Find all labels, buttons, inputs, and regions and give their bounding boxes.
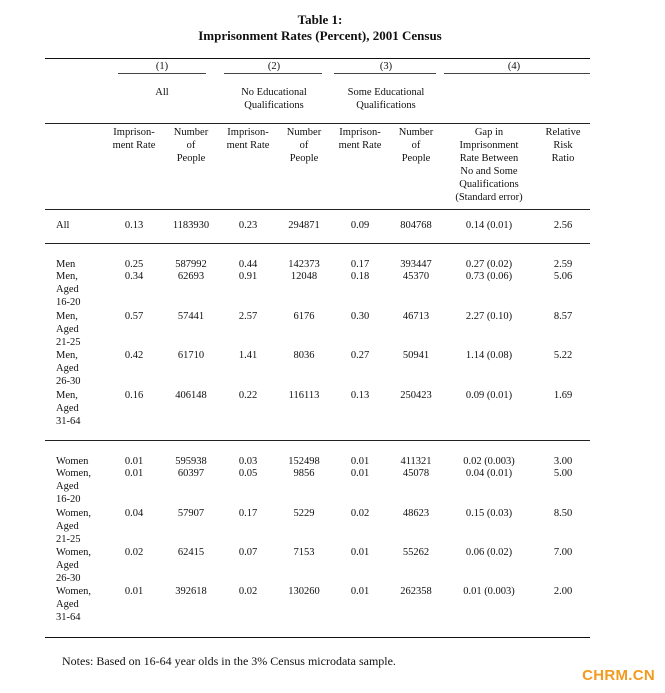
table-cell: 5.00 xyxy=(553,468,573,479)
table-cell: 0.01 xyxy=(350,586,370,597)
table-notes: Notes: Based on 16-64 year olds in the 3% Census microdata sample. xyxy=(62,654,396,668)
table-cell: 8036 xyxy=(293,350,315,361)
column-number: (4) xyxy=(507,61,521,72)
table-cell: 5229 xyxy=(293,508,315,519)
table-cell: 0.05 xyxy=(238,468,258,479)
table-cell: 0.01 xyxy=(124,456,144,467)
table-cell: 0.16 xyxy=(124,390,144,401)
table-cell: 0.03 xyxy=(238,456,258,467)
row-label: All xyxy=(56,220,70,231)
row-label: Women, Aged 21-25 xyxy=(56,508,92,545)
table-cell: 0.02 xyxy=(238,586,258,597)
column-subheader: Imprison- ment Rate xyxy=(338,127,382,151)
row-label: Men, Aged 16-20 xyxy=(56,271,81,308)
table-cell: 406148 xyxy=(175,390,207,401)
header-rule-1 xyxy=(45,123,590,124)
row-label: Men, Aged 26-30 xyxy=(56,350,81,387)
table-cell: 0.57 xyxy=(124,311,144,322)
table-cell: 0.04 (0.01) xyxy=(465,468,513,479)
table-cell: 9856 xyxy=(293,468,315,479)
column-number-underline xyxy=(444,73,590,74)
table-cell: 6176 xyxy=(293,311,315,322)
table-cell: 0.22 xyxy=(238,390,258,401)
table-cell: 0.01 xyxy=(350,456,370,467)
table-cell: 61710 xyxy=(177,350,205,361)
table-cell: 45078 xyxy=(402,468,430,479)
table-cell: 595938 xyxy=(175,456,207,467)
table-cell: 392618 xyxy=(175,586,207,597)
table-cell: 0.01 xyxy=(350,547,370,558)
table-cell: 7.00 xyxy=(553,547,573,558)
column-number-underline xyxy=(118,73,206,74)
table-cell: 804768 xyxy=(400,220,432,231)
table-subtitle: Imprisonment Rates (Percent), 2001 Census xyxy=(198,28,442,43)
table-cell: 0.27 (0.02) xyxy=(465,259,513,270)
row-label: Men, Aged 31-64 xyxy=(56,390,81,427)
table-cell: 0.18 xyxy=(350,271,370,282)
table-cell: 60397 xyxy=(177,468,205,479)
table-cell: 0.73 (0.06) xyxy=(465,271,513,282)
column-subheader: Imprison- ment Rate xyxy=(112,127,156,151)
table-cell: 12048 xyxy=(290,271,318,282)
table-cell: 5.22 xyxy=(553,350,573,361)
section-rule-men xyxy=(45,440,590,441)
table-cell: 0.27 xyxy=(350,350,370,361)
table-cell: 45370 xyxy=(402,271,430,282)
table-cell: 0.04 xyxy=(124,508,144,519)
table-cell: 5.06 xyxy=(553,271,573,282)
column-number: (1) xyxy=(155,61,169,72)
table-cell: 0.91 xyxy=(238,271,258,282)
table-cell: 0.42 xyxy=(124,350,144,361)
table-cell: 0.01 xyxy=(350,468,370,479)
column-subheader: Gap in Imprisonment Rate Between No and Some Qualifications (Standard error) xyxy=(455,127,523,203)
table-cell: 55262 xyxy=(402,547,430,558)
column-subheader: Number of People xyxy=(173,127,209,164)
column-subheader: Number of People xyxy=(398,127,434,164)
table-cell: 50941 xyxy=(402,350,430,361)
table-cell: 152498 xyxy=(288,456,320,467)
table-cell: 262358 xyxy=(400,586,432,597)
column-subheader: Relative Risk Ratio xyxy=(545,127,581,164)
group-header: No Educational Qualifications xyxy=(241,87,307,111)
table-cell: 116113 xyxy=(288,390,320,401)
bottom-rule xyxy=(45,637,590,638)
table-cell: 2.00 xyxy=(553,586,573,597)
table-cell: 46713 xyxy=(402,311,430,322)
table-cell: 393447 xyxy=(400,259,432,270)
top-rule xyxy=(45,58,590,59)
table-cell: 1.41 xyxy=(238,350,258,361)
section-rule-all xyxy=(45,243,590,244)
table-cell: 1.69 xyxy=(553,390,573,401)
table-cell: 0.09 xyxy=(350,220,370,231)
table-cell: 0.01 xyxy=(124,468,144,479)
table-cell: 0.17 xyxy=(350,259,370,270)
table-cell: 57441 xyxy=(177,311,205,322)
table-cell: 0.01 (0.003) xyxy=(463,586,515,597)
table-cell: 62693 xyxy=(177,271,205,282)
table-cell: 0.30 xyxy=(350,311,370,322)
column-number: (2) xyxy=(267,61,281,72)
table-cell: 130260 xyxy=(288,586,320,597)
table-cell: 0.02 (0.003) xyxy=(463,456,515,467)
watermark-logo: CHRM.CN xyxy=(582,667,655,684)
table-cell: 0.23 xyxy=(238,220,258,231)
table-cell: 1183930 xyxy=(172,220,210,231)
table-cell: 250423 xyxy=(400,390,432,401)
table-cell: 587992 xyxy=(175,259,207,270)
table-cell: 62415 xyxy=(177,547,205,558)
column-number: (3) xyxy=(379,61,393,72)
table-cell: 294871 xyxy=(288,220,320,231)
table-cell: 8.57 xyxy=(553,311,573,322)
table-cell: 2.59 xyxy=(553,259,573,270)
table-cell: 411321 xyxy=(400,456,432,467)
column-number-underline xyxy=(224,73,322,74)
table-cell: 0.02 xyxy=(124,547,144,558)
table-cell: 142373 xyxy=(288,259,320,270)
table-cell: 0.13 xyxy=(350,390,370,401)
table-cell: 3.00 xyxy=(553,456,573,467)
row-label: Men, Aged 21-25 xyxy=(56,311,81,348)
header-rule-2 xyxy=(45,209,590,210)
row-label: Women, Aged 16-20 xyxy=(56,468,92,505)
column-subheader: Number of People xyxy=(286,127,322,164)
table-cell: 2.56 xyxy=(553,220,573,231)
table-cell: 0.02 xyxy=(350,508,370,519)
table-cell: 0.25 xyxy=(124,259,144,270)
table-cell: 0.14 (0.01) xyxy=(465,220,513,231)
group-header: Some Educational Qualifications xyxy=(347,87,425,111)
table-cell: 0.44 xyxy=(238,259,258,270)
table-cell: 48623 xyxy=(402,508,430,519)
row-label: Women, Aged 26-30 xyxy=(56,547,92,584)
row-label: Men xyxy=(56,259,76,270)
group-header: All xyxy=(155,87,169,98)
table-cell: 1.14 (0.08) xyxy=(465,350,513,361)
table-cell: 0.07 xyxy=(238,547,258,558)
table-cell: 2.27 (0.10) xyxy=(465,311,513,322)
column-number-underline xyxy=(334,73,436,74)
column-subheader: Imprison- ment Rate xyxy=(226,127,270,151)
table-cell: 0.06 (0.02) xyxy=(465,547,513,558)
table-cell: 0.01 xyxy=(124,586,144,597)
table-cell: 7153 xyxy=(293,547,315,558)
row-label: Women, Aged 31-64 xyxy=(56,586,92,623)
table-cell: 0.17 xyxy=(238,508,258,519)
table-cell: 57907 xyxy=(177,508,205,519)
table-cell: 0.09 (0.01) xyxy=(465,390,513,401)
table-cell: 0.13 xyxy=(124,220,144,231)
table-cell: 2.57 xyxy=(238,311,258,322)
table-cell: 8.50 xyxy=(553,508,573,519)
table-cell: 0.15 (0.03) xyxy=(465,508,513,519)
row-label: Women xyxy=(56,456,89,467)
table-title: Table 1: xyxy=(297,12,343,27)
table-cell: 0.34 xyxy=(124,271,144,282)
